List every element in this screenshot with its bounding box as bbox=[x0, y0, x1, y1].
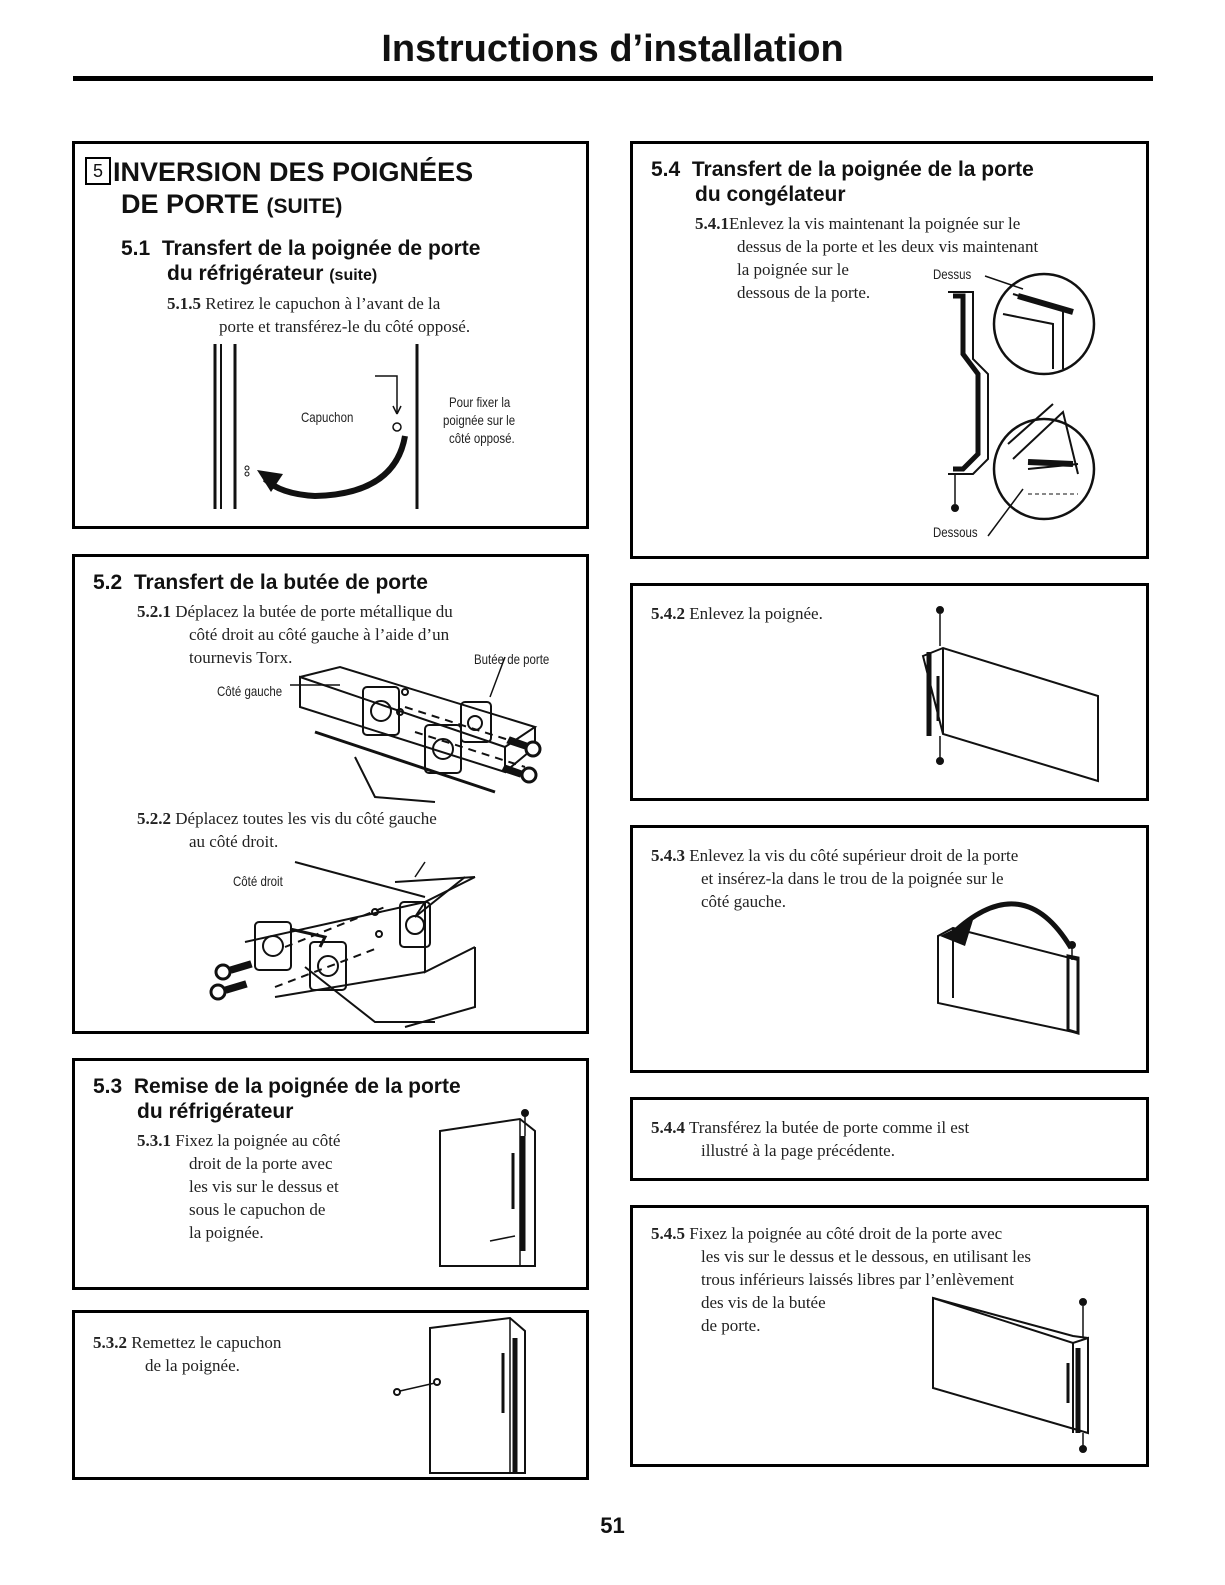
section-5-title-line2: DE PORTE (SUITE) bbox=[121, 189, 343, 219]
page-number: 51 bbox=[600, 1513, 625, 1538]
cap-transfer-illustration bbox=[75, 144, 586, 526]
section-5-3-box bbox=[72, 1058, 589, 1290]
section-5-2-heading: 5.2 Transfert de la butée de porte bbox=[93, 571, 428, 594]
section-5-1-box bbox=[72, 141, 589, 529]
step-5-4-2: 5.4.2 Enlevez la poignée. bbox=[651, 604, 823, 623]
label-dessous: Dessous bbox=[933, 524, 978, 540]
section-5-4-3-box bbox=[630, 825, 1149, 1073]
section-5-3-heading: 5.3 Remise de la poignée de la porte bbox=[93, 1075, 461, 1098]
section-5-4-heading-line2: du congélateur bbox=[695, 183, 846, 206]
step-5-4-1: 5.4.1Enlevez la vis maintenant la poignée sur le dessus de la porte et les deux vis maintenant la poignée sur le dessous de la porte. bbox=[695, 214, 1039, 302]
page-title: Instructions d’installation bbox=[381, 28, 844, 70]
handle-removed-illustration bbox=[633, 586, 1146, 798]
screw-transfer-illustration bbox=[633, 828, 1146, 1070]
section-5-3-2-box bbox=[72, 1310, 589, 1480]
section-5-4-heading: 5.4 Transfert de la poignée de la porte bbox=[651, 158, 1034, 181]
section-number-badge: 5 bbox=[85, 157, 111, 185]
section-5-3-heading-line2: du réfrigérateur bbox=[137, 1100, 294, 1123]
step-5-2-1: 5.2.1 Déplacez la butée de porte métallique du côté droit au côté gauche à l’aide d’un tournevis Torx. bbox=[137, 602, 453, 667]
step-5-3-1: 5.3.1 Fixez la poignée au côté droit de la porte avec les vis sur le dessus et sous le capuchon de la poignée. bbox=[137, 1131, 341, 1242]
step-5-2-2: 5.2.2 Déplacez toutes les vis du côté gauche au côté droit. bbox=[137, 809, 437, 851]
step-5-1-5: 5.1.5 Retirez le capuchon à l’avant de la porte et transférez-le du côté opposé. bbox=[167, 294, 471, 336]
label-dessus: Dessus bbox=[933, 266, 972, 282]
section-5-4-5-box bbox=[630, 1205, 1149, 1467]
label-cote-gauche: Côté gauche bbox=[217, 683, 283, 699]
section-5-1-heading-line2: du réfrigérateur (suite) bbox=[167, 262, 378, 285]
label-capuchon: Capuchon bbox=[301, 409, 354, 425]
section-5-4-box bbox=[630, 141, 1149, 559]
label-fix-opposite: Pour fixer la poignée sur le côté opposé. bbox=[443, 394, 516, 446]
step-5-4-3: 5.4.3 Enlevez la vis du côté supérieur droit de la porte et insérez-la dans le trou de la poignée sur le côté gauche. bbox=[651, 846, 1019, 911]
cap-reinstall-illustration bbox=[75, 1313, 586, 1477]
step-5-4-5: 5.4.5 Fixez la poignée au côté droit de la porte avec les vis sur le dessus et le dessous, en utilisant les trous inférieurs laissés libres par l’enlèvement des vis de la butée de porte. bbox=[651, 1224, 1032, 1335]
label-cote-droit: Côté droit bbox=[233, 873, 283, 889]
door-stop-right-illustration bbox=[75, 557, 586, 1031]
label-butee-de-porte: Butée de porte bbox=[474, 651, 550, 667]
section-5-1-heading: 5.1 Transfert de la poignée de porte bbox=[121, 237, 481, 260]
section-5-4-2-box bbox=[630, 583, 1149, 801]
section-5-4-4-box bbox=[630, 1097, 1149, 1181]
step-5-3-2: 5.3.2 Remettez le capuchon de la poignée. bbox=[93, 1333, 282, 1375]
freezer-handle-illustration bbox=[633, 144, 1146, 556]
step-5-4-4: 5.4.4 Transférez la butée de porte comme il est illustré à la page précédente. bbox=[651, 1118, 970, 1160]
section-5-title: 5 INVERSION DES POIGNÉES bbox=[85, 156, 473, 188]
title-rule bbox=[73, 76, 1153, 81]
section-5-2-box bbox=[72, 554, 589, 1034]
handle-reattach-illustration bbox=[75, 1061, 586, 1287]
handle-reattach-right-illustration bbox=[633, 1208, 1146, 1464]
